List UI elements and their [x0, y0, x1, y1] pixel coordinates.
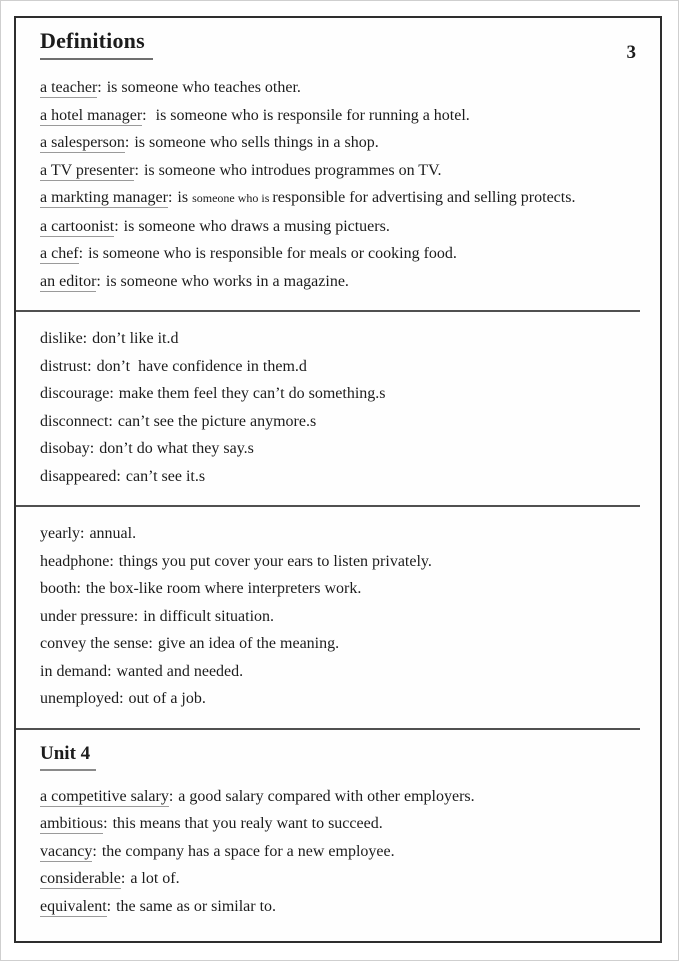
definition: things you put cover your ears to listen privately. [118, 552, 432, 570]
definition-entry [40, 240, 650, 268]
colon: : [96, 272, 101, 290]
definition-entry [40, 685, 650, 713]
definition-entry [40, 575, 650, 603]
term: dislike [40, 330, 83, 347]
colon: : [78, 245, 84, 262]
colon: : [108, 412, 113, 430]
definition-entry [40, 603, 650, 631]
definition: the company has a space for a new employee. [101, 842, 395, 860]
term: a teacher [40, 79, 98, 96]
colon: : [92, 842, 97, 860]
definition: is someone who works in a magazine. [105, 272, 349, 290]
section-jobs [40, 74, 650, 295]
term: unemployed [40, 690, 120, 707]
term: an editor [40, 272, 97, 290]
colon: : [76, 580, 81, 597]
colon: : [82, 330, 88, 347]
section-divider [16, 728, 640, 730]
definition-entry [40, 783, 650, 811]
definition: this means that you realy want to succeed. [112, 815, 383, 832]
term: a salesperson [40, 134, 125, 151]
term: under pressure [40, 607, 134, 625]
term: distrust [40, 357, 88, 375]
colon: : [103, 815, 108, 832]
colon: : [134, 161, 139, 179]
term: discourage [40, 385, 110, 402]
term: ambitious [40, 815, 104, 832]
section-divider [16, 505, 640, 507]
definition: a good salary compared with other employers. [178, 787, 475, 805]
colon: : [142, 106, 147, 124]
colon: : [119, 690, 124, 707]
colon: : [168, 787, 174, 805]
colon: : [89, 440, 95, 457]
definition: is someone who is responsile for running a hotel. [151, 106, 470, 124]
definition-entry [40, 435, 650, 463]
colon: : [87, 357, 92, 375]
definition-entry [40, 893, 650, 921]
term: vacancy [40, 842, 93, 860]
definition-entry [40, 865, 650, 893]
document-page [14, 16, 662, 943]
definition: the same as or similar to. [116, 897, 277, 915]
term: disconnect [40, 412, 109, 430]
term: disappeared [40, 467, 117, 485]
term: in demand [40, 662, 108, 680]
definition: annual. [89, 525, 137, 542]
term: a hotel manager [40, 106, 143, 124]
colon: : [167, 189, 173, 206]
term: disobay [40, 440, 90, 457]
definition-part-small: someone who is [192, 191, 273, 205]
definition: give an idea of the meaning. [157, 635, 340, 652]
definition-entry [40, 102, 650, 130]
colon: : [120, 870, 126, 887]
unit-heading-text: Unit 4 [40, 743, 96, 771]
colon: : [124, 134, 130, 151]
term: a chef [40, 245, 79, 262]
definition-entry [40, 184, 650, 213]
term: convey the sense [40, 635, 149, 652]
colon: : [133, 607, 139, 625]
definition: don’t like it.d [92, 330, 179, 347]
definition-entry [40, 810, 650, 838]
term: a cartoonist [40, 217, 115, 235]
definition: make them feel they can’t do something.s [118, 385, 386, 402]
section-unit4 [40, 743, 650, 921]
term: yearly [40, 525, 80, 542]
definition-part: responsible for advertising and selling protects. [272, 189, 576, 206]
colon: : [97, 79, 102, 96]
colon: : [116, 467, 121, 485]
definition-part: is [177, 189, 193, 206]
definition-entry [40, 838, 650, 866]
definition: can’t see the picture anymore.s [117, 412, 317, 430]
term: a TV presenter [40, 161, 135, 179]
colon: : [114, 217, 119, 235]
definition: a lot of. [130, 870, 180, 887]
definition: out of a job. [128, 690, 206, 707]
section-dis-words [40, 325, 650, 490]
definition-entry [40, 129, 650, 157]
definition: wanted and needed. [116, 662, 244, 680]
definition: can’t see it.s [125, 467, 206, 485]
colon: : [109, 385, 114, 402]
definition-entry [40, 353, 650, 381]
colon: : [148, 635, 153, 652]
term: considerable [40, 870, 121, 887]
definition: in difficult situation. [143, 607, 275, 625]
section-divider [16, 310, 640, 312]
page-header [40, 28, 650, 63]
term: booth [40, 580, 77, 597]
definition-entry [40, 630, 650, 658]
term: equivalent [40, 897, 107, 915]
definition: is someone who is responsible for meals or cooking food. [88, 245, 457, 262]
definition-entry [40, 325, 650, 353]
term: a competitive salary [40, 787, 169, 805]
section-vocab [40, 520, 650, 713]
definition-entry [40, 74, 650, 102]
colon: : [106, 897, 112, 915]
page-number: 3 [626, 42, 636, 63]
definition-entry [40, 380, 650, 408]
term: headphone [40, 552, 110, 570]
definition: is someone who sells things in a shop. [134, 134, 379, 151]
term: a markting manager [40, 189, 168, 206]
definition: is someone who draws a musing pictuers. [123, 217, 390, 235]
definition-entry [40, 520, 650, 548]
definition-entry [40, 268, 650, 296]
definition: don’t have confidence in them.d [96, 357, 307, 375]
definition: is someone who introdues programmes on TV. [143, 161, 442, 179]
definition-entry [40, 408, 650, 436]
colon: : [107, 662, 112, 680]
definition: is someone who teaches other. [106, 79, 301, 96]
definition-entry [40, 463, 650, 491]
definition-entry [40, 157, 650, 185]
definition-entry [40, 213, 650, 241]
unit-heading [40, 743, 650, 771]
definition-entry [40, 548, 650, 576]
definition: the box-like room where interpreters work. [85, 580, 362, 597]
definition-entry [40, 658, 650, 686]
colon: : [79, 525, 85, 542]
definition: don’t do what they say.s [99, 440, 254, 457]
page-title-text: Definitions [40, 28, 153, 60]
colon: : [109, 552, 114, 570]
page-title [40, 28, 650, 60]
